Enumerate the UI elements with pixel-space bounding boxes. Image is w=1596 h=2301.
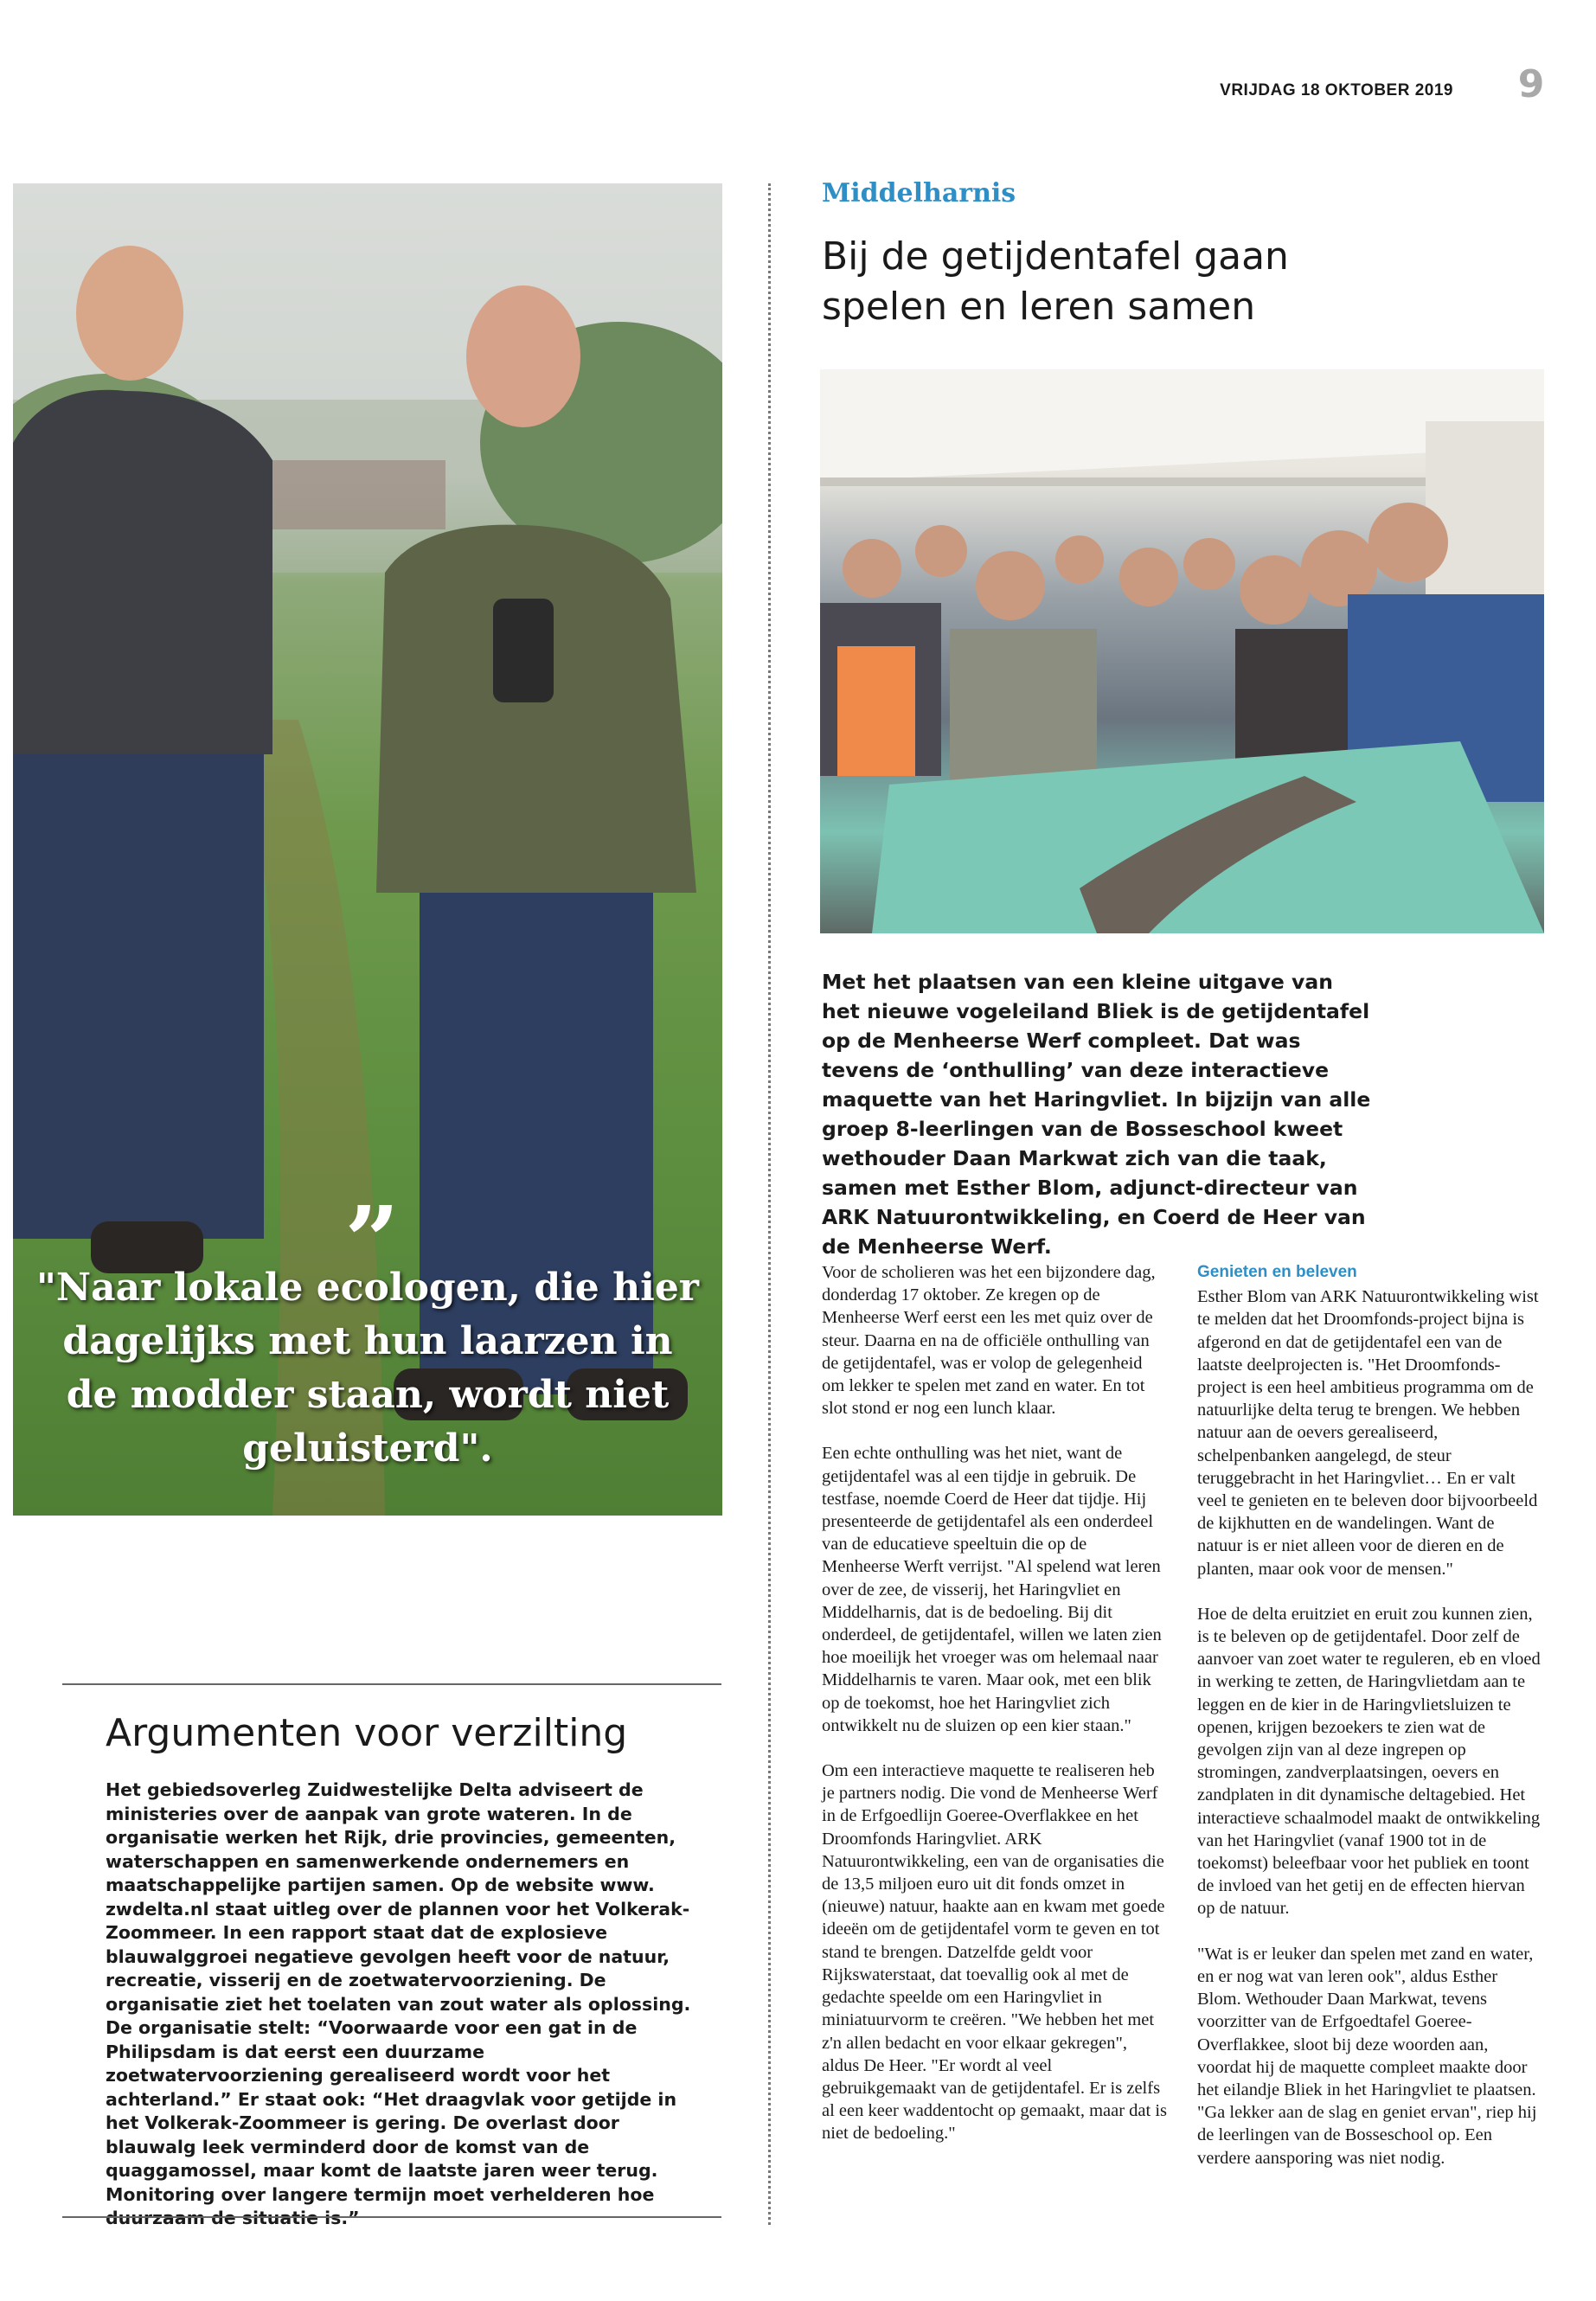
article-title-line-1: Bij de getijdentafel gaan bbox=[822, 234, 1289, 279]
article-intro: Met het plaatsen van een kleine uitgave van het nieuwe vogeleiland Bliek is de getijdentafel op de Menheerse Werf compleet. Dat was tevens de ‘onthulling’ van deze interactieve maquette van het Haringvliet. In bijzijn van alle groep 8-leerlingen van de Bosseschool kweet wethouder Daan Markwat zich van die taak, samen met Esther Blom, adjunct-directeur van ARK Natuurontwikkeling, en Coerd de Heer van de Menheerse Werf. bbox=[822, 970, 1371, 1259]
article-paragraph: Esther Blom van ARK Natuurontwikkeling wist te melden dat het Droomfonds-project bijna is afgerond en dat de getijdentafel een van de laatste deelprojecten is. "Het Droomfonds-project is een heel ambitieus programma om de natuurlijke delta terug te brengen. We hebben natuur aan de oevers gerealiseerd, schelpenbanken aangelegd, de steur teruggebracht in het Haringvliet… En er valt veel te genieten en te beleven door bijvoorbeeld de kijkhutten en de wandelingen. Want de natuur is er niet alleen voor de dieren en de planten, maar ook voor de mensen." bbox=[1197, 1287, 1539, 1579]
article-column-2 bbox=[1197, 1261, 1543, 2192]
column-divider bbox=[768, 183, 771, 2225]
article-title-line-2: spelen en leren samen bbox=[822, 285, 1256, 329]
article-paragraph: Om een interactieve maquette te realiseren heb je partners nodig. Die vond de Menheerse Werf in de Erfgoedlijn Goeree-Overflakkee en het Droomfonds Haringvliet. ARK Natuurontwikkeling, een van de organisaties die de 13,5 miljoen euro uit dit fonds omzet in (nieuwe) natuur, haakte aan en kwam met goede ideeën om de getijdentafel vorm te geven en tot stand te brengen. Datzelfde geldt voor Rijkswaterstaat, dat toevallig ook al met de gedachte speelde om een Haringvliet in miniatuurvorm te creëren. "We hebben het met z'n allen bedacht en voor elkaar gekregen", aldus De Heer. "Er wordt al veel gebruikgemaakt van de getijdentafel. Er is zelfs al een keer waddentocht op gemaakt, maar dat is niet de bedoeling." bbox=[822, 1761, 1168, 2144]
article-column-1 bbox=[822, 1261, 1168, 2168]
article-subhead: Genieten en beleven bbox=[1197, 1263, 1357, 1281]
sidebar-bottom-rule bbox=[62, 2216, 721, 2218]
article-paragraph: Hoe de delta eruitziet en eruit zou kunnen zien, is te beleven op de getijdentafel. Door zelf de aanvoer van zoet water te reguleren, eb en vloed in werking te zetten, de Haringvlietdam aan te leggen en de kier in de Haringvlietsluizen te openen, krijgen bezoekers te zien wat de gevolgen zijn van al deze ingrepen op stromingen, zandverplaatsingen, oevers en zandplaten in dit dynamische deltagebied. Het interactieve schaalmodel maakt de ontwikkeling van het Haringvliet (vanaf 1900 tot in de toekomst) beleefbaar voor het publiek en toont de invloed van het getij en de effecten hiervan op de natuur. bbox=[1197, 1604, 1541, 1919]
page-date: VRIJDAG 18 OKTOBER 2019 bbox=[1220, 81, 1453, 99]
sidebar-text: Het gebiedsoverleg Zuidwestelijke Delta adviseert de ministeries over de aanpak van grote wateren. In de organisatie werken het Rijk, drie provincies, gemeenten, waterschappen en samenwerkende ondernemers en maatschappelijke partijen samen. Op de website www. zwdelta.nl staat uitleg over de plannen voor het Volkerak-Zoommeer. In een rapport staat dat de explosieve blauwalggroei negatieve gevolgen heeft voor de natuur, recreatie, visserij en de zoetwatervoorziening. De organisatie ziet het toelaten van zout water als oplossing. De organisatie stelt: “Voorwaarde voor een gat in de Philipsdam is dat eerst een duurzame zoetwatervoorziening gerealiseerd wordt voor het achterland.” Er staat ook: “Het draagvlak voor getijde in het Volkerak-Zoommeer is gering. De overlast door blauwalg leek verminderd door de komst van de quaggamossel, maar komt de laatste jaren weer terug. Monitoring over langere termijn moet verhelderen hoe duurzaam de situatie is.” bbox=[106, 1779, 691, 2228]
sidebar-title: Argumenten voor verzilting bbox=[106, 1711, 628, 1755]
photo-right-illustration bbox=[820, 369, 1544, 933]
sidebar-top-rule bbox=[62, 1683, 721, 1685]
getijdentafel-unveiling-photo bbox=[820, 369, 1544, 933]
pull-quote: "Naar lokale ecologen, die hier dagelijks met hun laarzen in de modder staan, wordt niet geluisterd". bbox=[35, 1266, 699, 1471]
article-paragraph: Voor de scholieren was het een bijzondere dag, donderdag 17 oktober. Ze kregen op de Menheerse Werf eerst een les met quiz over de steur. Daarna en na de officiële onthulling van de getijdentafel, was er volop de gelegenheid om lekker te spelen met zand en water. En tot slot stond er nog een lunch klaar. bbox=[822, 1263, 1156, 1419]
article-kicker: Middelharnis bbox=[822, 178, 1016, 208]
article-paragraph: "Wat is er leuker dan spelen met zand en water, en er nog wat van leren ook", aldus Esther Blom. Wethouder Daan Markwat, tevens voorzitter van de Erfgoedtafel Goeree-Overflakkee, sloot bij deze woorden aan, voordat hij de maquette compleet maakte door het eilandje Bliek in het Haringvliet te plaatsen. "Ga lekker aan de slag en geniet ervan", riep hij de leerlingen van de Bosseschool op. Een verdere aansporing was niet nodig. bbox=[1197, 1944, 1537, 2168]
page-number: 9 bbox=[1517, 62, 1545, 106]
article-paragraph: Een echte onthulling was het niet, want de getijdentafel was al een tijdje in gebruik. De testfase, noemde Coerd de Heer dat tijdje. Hij presenteerde de getijdentafel als een onderdeel van de educatieve speeltuin die op de Menheerse Werft verrijst. "Al spelend wat leren over de zee, de visserij, het Haringvliet en Middelharnis, dat is de bedoeling. Bij dit onderdeel, de getijdentafel, willen we laten zien hoe moeilijk het vroeger was om helemaal naar Middelharnis te varen. Maar ook, met een blik op de toekomst, hoe het Haringvliet zich ontwikkelt nu de sluizen op een kier staan." bbox=[822, 1444, 1162, 1735]
article-title bbox=[822, 232, 1514, 332]
quote-mark-icon: ” bbox=[344, 1185, 400, 1297]
